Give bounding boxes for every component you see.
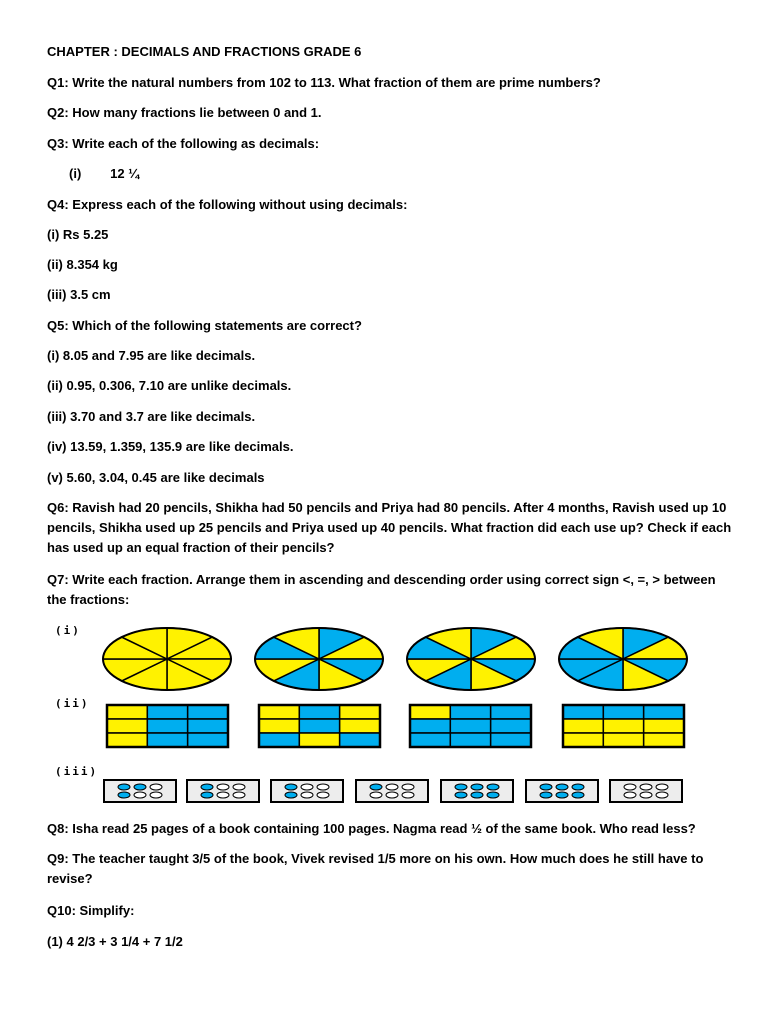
rect-4-cell: [563, 733, 603, 747]
oval: [640, 792, 652, 798]
rect-3-cell: [491, 733, 531, 747]
question-9: Q9: The teacher taught 3/5 of the book, Vivek revised 1/5 more on his own. How much does he still have to revise?: [47, 851, 704, 886]
rect-2-cell: [340, 733, 380, 747]
question-4: Q4: Express each of the following without using decimals:: [47, 197, 408, 212]
oval: [455, 784, 467, 790]
oval: [217, 792, 229, 798]
oval: [285, 792, 297, 798]
oval: [233, 784, 245, 790]
oval: [370, 784, 382, 790]
oval: [572, 792, 584, 798]
q10-item-1: (1) 4 2/3 + 3 1/4 + 7 1/2: [47, 934, 183, 949]
oval: [386, 792, 398, 798]
rect-2-cell: [299, 705, 339, 719]
rect-1-cell: [188, 719, 228, 733]
page-title: CHAPTER : DECIMALS AND FRACTIONS GRADE 6: [47, 44, 362, 59]
rect-4-cell: [603, 733, 643, 747]
oval: [301, 792, 313, 798]
oval: [118, 784, 130, 790]
oval: [201, 792, 213, 798]
oval: [150, 792, 162, 798]
oval: [285, 784, 297, 790]
q5-item-iv: (iv) 13.59, 1.359, 135.9 are like decimals.: [47, 439, 294, 454]
oval: [624, 792, 636, 798]
rect-3-cell: [410, 733, 450, 747]
oval: [134, 792, 146, 798]
oval: [317, 792, 329, 798]
oval: [540, 784, 552, 790]
rect-4-cell: [644, 719, 684, 733]
question-7: Q7: Write each fraction. Arrange them in ascending and descending order using correct sign <, =, > between the fractions:: [47, 572, 716, 607]
oval: [540, 792, 552, 798]
oval: [402, 792, 414, 798]
oval: [624, 784, 636, 790]
oval: [150, 784, 162, 790]
rect-3-cell: [491, 705, 531, 719]
question-2: Q2: How many fractions lie between 0 and 1.: [47, 105, 322, 120]
oval: [556, 784, 568, 790]
oval-box-6: [526, 780, 598, 802]
rect-4-cell: [644, 705, 684, 719]
oval: [656, 792, 668, 798]
rect-3-cell: [450, 733, 490, 747]
rect-3-cell: [410, 705, 450, 719]
oval: [487, 792, 499, 798]
oval-box-7: [610, 780, 682, 802]
rect-2-cell: [259, 719, 299, 733]
oval: [317, 784, 329, 790]
oval-box-3: [271, 780, 343, 802]
rect-2-cell: [299, 719, 339, 733]
rect-1-cell: [188, 733, 228, 747]
oval: [233, 792, 245, 798]
oval: [471, 792, 483, 798]
figure-label-ii: (ii): [55, 697, 90, 710]
oval: [556, 792, 568, 798]
rect-1-cell: [107, 705, 147, 719]
rect-3-cell: [450, 705, 490, 719]
q5-item-v: (v) 5.60, 3.04, 0.45 are like decimals: [47, 470, 265, 485]
oval: [487, 784, 499, 790]
rect-1-cell: [147, 719, 187, 733]
question-3: Q3: Write each of the following as decimals:: [47, 136, 320, 151]
question-8: Q8: Isha read 25 pages of a book containing 100 pages. Nagma read ½ of the same book. Who read less?: [47, 821, 696, 836]
rect-3-cell: [491, 719, 531, 733]
rect-1-cell: [147, 733, 187, 747]
figure-label-iii: (iii): [55, 765, 99, 778]
rect-4-cell: [603, 705, 643, 719]
rect-4-cell: [644, 733, 684, 747]
oval: [572, 784, 584, 790]
q4-item-iii: (iii) 3.5 cm: [47, 287, 111, 302]
oval: [386, 784, 398, 790]
question-10: Q10: Simplify:: [47, 903, 135, 918]
oval: [217, 784, 229, 790]
q5-item-i: (i) 8.05 and 7.95 are like decimals.: [47, 348, 256, 363]
oval: [656, 784, 668, 790]
q4-item-ii: (ii) 8.354 kg: [47, 257, 118, 272]
q4-item-i: (i) Rs 5.25: [47, 227, 109, 242]
figure-label-i: (i): [55, 624, 81, 637]
rect-1-cell: [107, 733, 147, 747]
rect-2-cell: [340, 705, 380, 719]
rect-2-cell: [259, 733, 299, 747]
question-5: Q5: Which of the following statements are correct?: [47, 318, 362, 333]
rect-3-cell: [410, 719, 450, 733]
question-1: Q1: Write the natural numbers from 102 to 113. What fraction of them are prime numbers?: [47, 75, 601, 90]
oval-box-1: [104, 780, 176, 802]
rect-1-cell: [188, 705, 228, 719]
oval: [370, 792, 382, 798]
rect-4-cell: [563, 719, 603, 733]
oval: [455, 792, 467, 798]
oval-box-4: [356, 780, 428, 802]
oval: [402, 784, 414, 790]
rect-1-cell: [107, 719, 147, 733]
rect-2-cell: [299, 733, 339, 747]
oval: [640, 784, 652, 790]
q5-item-ii: (ii) 0.95, 0.306, 7.10 are unlike decimals.: [47, 378, 292, 393]
rect-3-cell: [450, 719, 490, 733]
oval-box-5: [441, 780, 513, 802]
rect-1-cell: [147, 705, 187, 719]
oval-box-2: [187, 780, 259, 802]
oval: [201, 784, 213, 790]
oval: [471, 784, 483, 790]
q3-item-i: (i) 12 ¼: [69, 166, 140, 181]
question-6: Q6: Ravish had 20 pencils, Shikha had 50 pencils and Priya had 80 pencils. After 4 months, Ravish used up 10 pencils, Shikha used up 25 pencils and Priya used up 40 pencils. What fraction did each use up? Check if each has used up an equal fraction of their pencils?: [47, 500, 732, 555]
oval: [118, 792, 130, 798]
q5-item-iii: (iii) 3.70 and 3.7 are like decimals.: [47, 409, 256, 424]
rect-2-cell: [340, 719, 380, 733]
rect-4-cell: [603, 719, 643, 733]
oval: [301, 784, 313, 790]
oval: [134, 784, 146, 790]
rect-2-cell: [259, 705, 299, 719]
rect-4-cell: [563, 705, 603, 719]
